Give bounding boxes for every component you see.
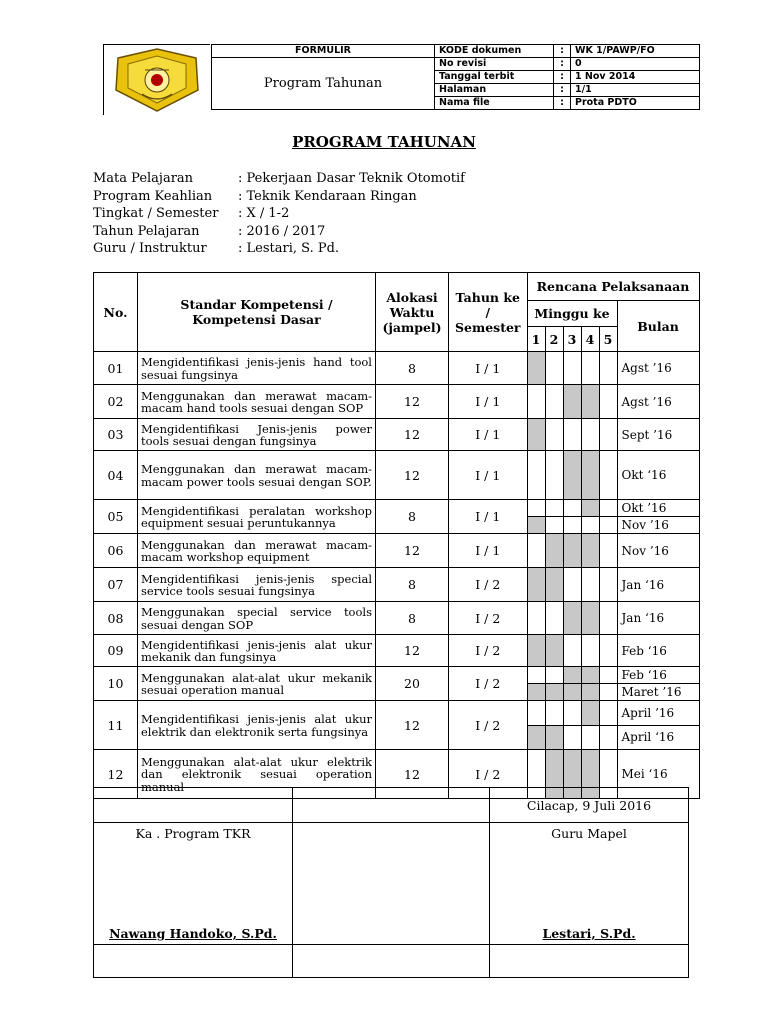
row-number: 09 bbox=[94, 635, 138, 667]
week-3-header: 3 bbox=[563, 327, 581, 351]
table-row bbox=[94, 451, 700, 500]
week-5-cell bbox=[599, 451, 617, 499]
week-4-cell bbox=[581, 684, 599, 700]
week-4-cell bbox=[581, 568, 599, 601]
week-4-cell bbox=[581, 701, 599, 725]
bulan-value: Nov ’16 bbox=[617, 534, 699, 568]
week-2-cell bbox=[545, 684, 563, 700]
week-2-cell bbox=[545, 635, 563, 666]
week-2-cell bbox=[545, 451, 563, 499]
bulan-value: Jan ‘16 bbox=[617, 602, 699, 635]
week-4-cell bbox=[581, 419, 599, 450]
table-row bbox=[94, 385, 700, 419]
week-5-cell bbox=[599, 419, 617, 450]
week-4-cell bbox=[581, 534, 599, 567]
week-4-cell bbox=[581, 500, 599, 516]
right-role: Guru Mapel bbox=[551, 826, 627, 841]
week-4-cell bbox=[581, 602, 599, 634]
info-row bbox=[93, 223, 465, 241]
week-1-cell bbox=[528, 500, 545, 516]
bulan-value: Okt ‘16 bbox=[617, 451, 699, 500]
week-3-cell bbox=[563, 517, 581, 533]
week-2-cell bbox=[545, 667, 563, 683]
info-value: : X / 1-2 bbox=[238, 206, 290, 221]
week-4-cell bbox=[581, 726, 599, 750]
competency-text: Mengidentifikasi jenis-jenis alat ukur mekanik dan fungsinya bbox=[138, 635, 376, 667]
namafile-value: Prota PDTO bbox=[571, 97, 700, 110]
week-5-cell bbox=[599, 385, 617, 418]
week-4-cell bbox=[581, 517, 599, 533]
competency-text: Menggunakan alat-alat ukur mekanik sesuai operation manual bbox=[138, 667, 376, 701]
week-schedule bbox=[527, 534, 617, 568]
signature-table bbox=[93, 787, 689, 978]
week-1-cell bbox=[528, 534, 545, 567]
table-body bbox=[94, 352, 700, 799]
week-3-cell bbox=[563, 635, 581, 666]
row-number: 01 bbox=[94, 352, 138, 385]
header-alokasi: Alokasi Waktu (jampel) bbox=[376, 273, 449, 352]
tanggal-value: 1 Nov 2014 bbox=[571, 71, 700, 84]
week-5-cell bbox=[599, 534, 617, 567]
week-row bbox=[528, 725, 617, 750]
table-row bbox=[94, 635, 700, 667]
week-2-cell bbox=[545, 419, 563, 450]
sig-empty-cell bbox=[94, 788, 293, 823]
week-schedule bbox=[527, 352, 617, 385]
bulan-value: Feb ‘16 bbox=[617, 635, 699, 667]
week-row bbox=[528, 352, 617, 384]
info-value: : 2016 / 2017 bbox=[238, 223, 326, 239]
info-row bbox=[93, 205, 465, 223]
alokasi-value: 12 bbox=[376, 451, 449, 500]
bulan-value: Nov ’16 bbox=[618, 516, 699, 533]
alokasi-value: 12 bbox=[376, 419, 449, 451]
sig-empty-cell bbox=[94, 945, 293, 978]
tahun-value: I / 2 bbox=[449, 750, 528, 799]
bulan-value: April ’16 bbox=[621, 705, 675, 720]
week-schedule bbox=[527, 500, 617, 534]
table-row bbox=[94, 602, 700, 635]
table-row bbox=[94, 568, 700, 602]
week-3-cell bbox=[563, 667, 581, 683]
week-3-cell bbox=[563, 419, 581, 450]
info-label: Program Keahlian bbox=[93, 188, 213, 204]
competency-text: Menggunakan special service tools sesuai dengan SOP bbox=[138, 602, 376, 635]
week-4-cell bbox=[581, 352, 599, 384]
header-no: No. bbox=[94, 273, 138, 352]
alokasi-value: 12 bbox=[376, 635, 449, 667]
week-row bbox=[528, 701, 617, 725]
competency-text: Menggunakan alat-alat ukur elektrik dan elektronik sesuai operation manual bbox=[138, 750, 376, 799]
tahun-value: I / 1 bbox=[449, 419, 528, 451]
bulan-cell bbox=[617, 500, 699, 534]
sig-empty-cell bbox=[293, 788, 490, 823]
week-2-cell bbox=[545, 726, 563, 750]
week-4-cell bbox=[581, 667, 599, 683]
competency-text: Menggunakan dan merawat macam-macam power tools sesuai dengan SOP. bbox=[138, 451, 376, 500]
week-5-cell bbox=[599, 500, 617, 516]
bulan-value: Maret ’16 bbox=[618, 683, 699, 700]
revisi-value: 0 bbox=[571, 58, 700, 71]
week-row bbox=[528, 568, 617, 601]
info-row bbox=[93, 170, 465, 188]
halaman-value: 1/1 bbox=[571, 84, 700, 97]
week-5-cell bbox=[599, 667, 617, 683]
week-2-cell bbox=[545, 500, 563, 516]
week-3-cell bbox=[563, 568, 581, 601]
week-5-cell bbox=[599, 568, 617, 601]
info-label: Tingkat / Semester bbox=[93, 206, 219, 221]
table-row bbox=[94, 352, 700, 385]
week-5-header: 5 bbox=[599, 327, 617, 351]
alokasi-value: 12 bbox=[376, 534, 449, 568]
row-number: 08 bbox=[94, 602, 138, 635]
bulan-value: Okt ’16 bbox=[621, 501, 667, 515]
week-3-cell bbox=[563, 385, 581, 418]
place-date: Cilacap, 9 Juli 2016 bbox=[490, 788, 689, 823]
week-5-cell bbox=[599, 726, 617, 750]
competency-text: Mengidentifikasi jenis-jenis special service tools sesuai fungsinya bbox=[138, 568, 376, 602]
table-row bbox=[94, 667, 700, 701]
week-schedule bbox=[527, 451, 617, 500]
info-row bbox=[93, 188, 465, 206]
week-2-cell bbox=[545, 534, 563, 567]
alokasi-value: 12 bbox=[376, 701, 449, 750]
info-label: Guru / Instruktur bbox=[93, 241, 207, 256]
header-rencana: Rencana Pelaksanaan bbox=[527, 273, 699, 301]
header-standar-kompetensi: Standar Kompetensi / Kompetensi Dasar bbox=[138, 273, 376, 352]
week-3-cell bbox=[563, 701, 581, 725]
week-1-cell bbox=[528, 419, 545, 450]
week-5-cell bbox=[599, 701, 617, 725]
right-signer-name: Lestari, S.Pd. bbox=[542, 926, 636, 941]
week-3-cell bbox=[563, 726, 581, 750]
kode-label: KODE dokumen bbox=[435, 45, 554, 58]
week-1-cell bbox=[528, 635, 545, 666]
week-3-cell bbox=[563, 684, 581, 700]
table-row bbox=[94, 419, 700, 451]
week-2-cell bbox=[545, 701, 563, 725]
week-row bbox=[528, 534, 617, 567]
alokasi-value: 8 bbox=[376, 500, 449, 534]
alokasi-value: 12 bbox=[376, 385, 449, 419]
tahun-value: I / 2 bbox=[449, 667, 528, 701]
tahun-value: I / 1 bbox=[449, 451, 528, 500]
subject-info bbox=[93, 170, 465, 258]
week-1-cell bbox=[528, 385, 545, 418]
week-5-cell bbox=[599, 684, 617, 700]
namafile-label: Nama file bbox=[435, 97, 554, 110]
week-schedule bbox=[527, 385, 617, 419]
document-header bbox=[103, 44, 706, 116]
colon: : bbox=[554, 97, 571, 110]
left-signature-cell bbox=[94, 823, 293, 945]
week-row bbox=[528, 602, 617, 634]
tanggal-label: Tanggal terbit bbox=[435, 71, 554, 84]
colon: : bbox=[554, 71, 571, 84]
row-number: 12 bbox=[94, 750, 138, 799]
week-1-cell bbox=[528, 352, 545, 384]
school-logo bbox=[112, 48, 202, 112]
week-2-cell bbox=[545, 352, 563, 384]
left-signer-name: Nawang Handoko, S.Pd. bbox=[109, 926, 277, 941]
colon: : bbox=[554, 45, 571, 58]
header-tahun: Tahun ke / Semester bbox=[449, 273, 528, 352]
revisi-label: No revisi bbox=[435, 58, 554, 71]
row-number: 02 bbox=[94, 385, 138, 419]
competency-text: Mengidentifikasi jenis-jenis hand tool sesuai fungsinya bbox=[138, 352, 376, 385]
alokasi-value: 20 bbox=[376, 667, 449, 701]
tahun-value: I / 2 bbox=[449, 701, 528, 750]
row-number: 06 bbox=[94, 534, 138, 568]
tahun-value: I / 2 bbox=[449, 602, 528, 635]
week-row bbox=[528, 419, 617, 450]
program-table bbox=[93, 272, 700, 799]
document-title: PROGRAM TAHUNAN bbox=[292, 133, 476, 151]
tahun-value: I / 1 bbox=[449, 500, 528, 534]
bulan-value: Feb ‘16 bbox=[621, 668, 667, 682]
week-row bbox=[528, 385, 617, 418]
week-row bbox=[528, 635, 617, 666]
week-3-cell bbox=[563, 500, 581, 516]
week-row bbox=[528, 451, 617, 499]
week-1-cell bbox=[528, 451, 545, 499]
week-2-header: 2 bbox=[545, 327, 563, 351]
bulan-value: Agst ’16 bbox=[617, 352, 699, 385]
halaman-label: Halaman bbox=[435, 84, 554, 97]
info-label: Mata Pelajaran bbox=[93, 171, 194, 186]
week-2-cell bbox=[545, 385, 563, 418]
row-number: 03 bbox=[94, 419, 138, 451]
competency-text: Menggunakan dan merawat macam-macam hand tools sesuai dengan SOP bbox=[138, 385, 376, 419]
week-schedule bbox=[527, 667, 617, 701]
week-2-cell bbox=[545, 602, 563, 634]
table-row bbox=[94, 500, 700, 534]
competency-text: Mengidentifikasi peralatan workshop equipment sesuai peruntukannya bbox=[138, 500, 376, 534]
week-3-cell bbox=[563, 602, 581, 634]
week-row bbox=[528, 500, 617, 516]
sig-empty-cell bbox=[490, 945, 689, 978]
sig-empty-cell bbox=[293, 945, 490, 978]
week-4-cell bbox=[581, 451, 599, 499]
info-value: : Lestari, S. Pd. bbox=[238, 241, 340, 256]
week-schedule bbox=[527, 419, 617, 451]
week-1-cell bbox=[528, 667, 545, 683]
tahun-value: I / 1 bbox=[449, 534, 528, 568]
row-number: 10 bbox=[94, 667, 138, 701]
competency-text: Mengidentifikasi Jenis-jenis power tools sesuai dengan fungsinya bbox=[138, 419, 376, 451]
bulan-cell bbox=[617, 667, 699, 701]
bulan-cell bbox=[617, 701, 699, 750]
week-2-cell bbox=[545, 568, 563, 601]
week-row bbox=[528, 667, 617, 683]
kode-value: WK 1/PAWP/FO bbox=[571, 45, 700, 58]
competency-text: Mengidentifikasi jenis-jenis alat ukur elektrik dan elektronik serta fungsinya bbox=[138, 701, 376, 750]
row-number: 05 bbox=[94, 500, 138, 534]
tahun-value: I / 1 bbox=[449, 385, 528, 419]
header-weeks bbox=[527, 327, 617, 352]
week-3-cell bbox=[563, 451, 581, 499]
sig-empty-cell bbox=[293, 823, 490, 945]
alokasi-value: 8 bbox=[376, 568, 449, 602]
info-row bbox=[93, 240, 465, 258]
week-4-cell bbox=[581, 635, 599, 666]
logo-box bbox=[103, 44, 210, 115]
week-3-cell bbox=[563, 534, 581, 567]
header-minggu: Minggu ke bbox=[527, 301, 617, 327]
info-label: Tahun Pelajaran bbox=[93, 223, 200, 239]
formulir-label: FORMULIR bbox=[212, 45, 435, 58]
week-1-cell bbox=[528, 568, 545, 601]
bulan-value: Sept ’16 bbox=[617, 419, 699, 451]
week-1-cell bbox=[528, 701, 545, 725]
colon: : bbox=[554, 84, 571, 97]
row-number: 11 bbox=[94, 701, 138, 750]
bulan-value: April ‘16 bbox=[618, 725, 699, 750]
row-number: 07 bbox=[94, 568, 138, 602]
week-1-cell bbox=[528, 517, 545, 533]
bulan-value: Mei ‘16 bbox=[617, 750, 699, 799]
bulan-value: Agst ’16 bbox=[617, 385, 699, 419]
week-row bbox=[528, 683, 617, 700]
tahun-value: I / 1 bbox=[449, 352, 528, 385]
week-1-header: 1 bbox=[531, 331, 541, 347]
table-row bbox=[94, 701, 700, 750]
week-row bbox=[528, 516, 617, 533]
competency-text: Menggunakan dan merawat macam-macam workshop equipment bbox=[138, 534, 376, 568]
week-5-cell bbox=[599, 635, 617, 666]
program-title: Program Tahunan bbox=[212, 58, 435, 110]
week-4-header: 4 bbox=[581, 327, 599, 351]
colon: : bbox=[554, 58, 571, 71]
right-signature-cell bbox=[490, 823, 689, 945]
week-4-cell bbox=[581, 385, 599, 418]
week-schedule bbox=[527, 635, 617, 667]
alokasi-value: 12 bbox=[376, 750, 449, 799]
bulan-value: Jan ‘16 bbox=[617, 568, 699, 602]
alokasi-value: 8 bbox=[376, 602, 449, 635]
week-5-cell bbox=[599, 352, 617, 384]
week-schedule bbox=[527, 701, 617, 750]
week-2-cell bbox=[545, 517, 563, 533]
tahun-value: I / 2 bbox=[449, 635, 528, 667]
week-5-cell bbox=[599, 517, 617, 533]
week-schedule bbox=[527, 568, 617, 602]
info-value: : Pekerjaan Dasar Teknik Otomotif bbox=[238, 171, 465, 186]
document-control-table bbox=[211, 44, 700, 110]
week-1-cell bbox=[528, 602, 545, 634]
tahun-value: I / 2 bbox=[449, 568, 528, 602]
info-value: : Teknik Kendaraan Ringan bbox=[238, 188, 417, 204]
week-1-cell bbox=[528, 726, 545, 750]
alokasi-value: 8 bbox=[376, 352, 449, 385]
row-number: 04 bbox=[94, 451, 138, 500]
left-role: Ka . Program TKR bbox=[135, 826, 251, 841]
table-row bbox=[94, 534, 700, 568]
week-1-cell bbox=[528, 684, 545, 700]
week-3-cell bbox=[563, 352, 581, 384]
header-bulan: Bulan bbox=[617, 301, 699, 352]
week-schedule bbox=[527, 602, 617, 635]
week-5-cell bbox=[599, 602, 617, 634]
